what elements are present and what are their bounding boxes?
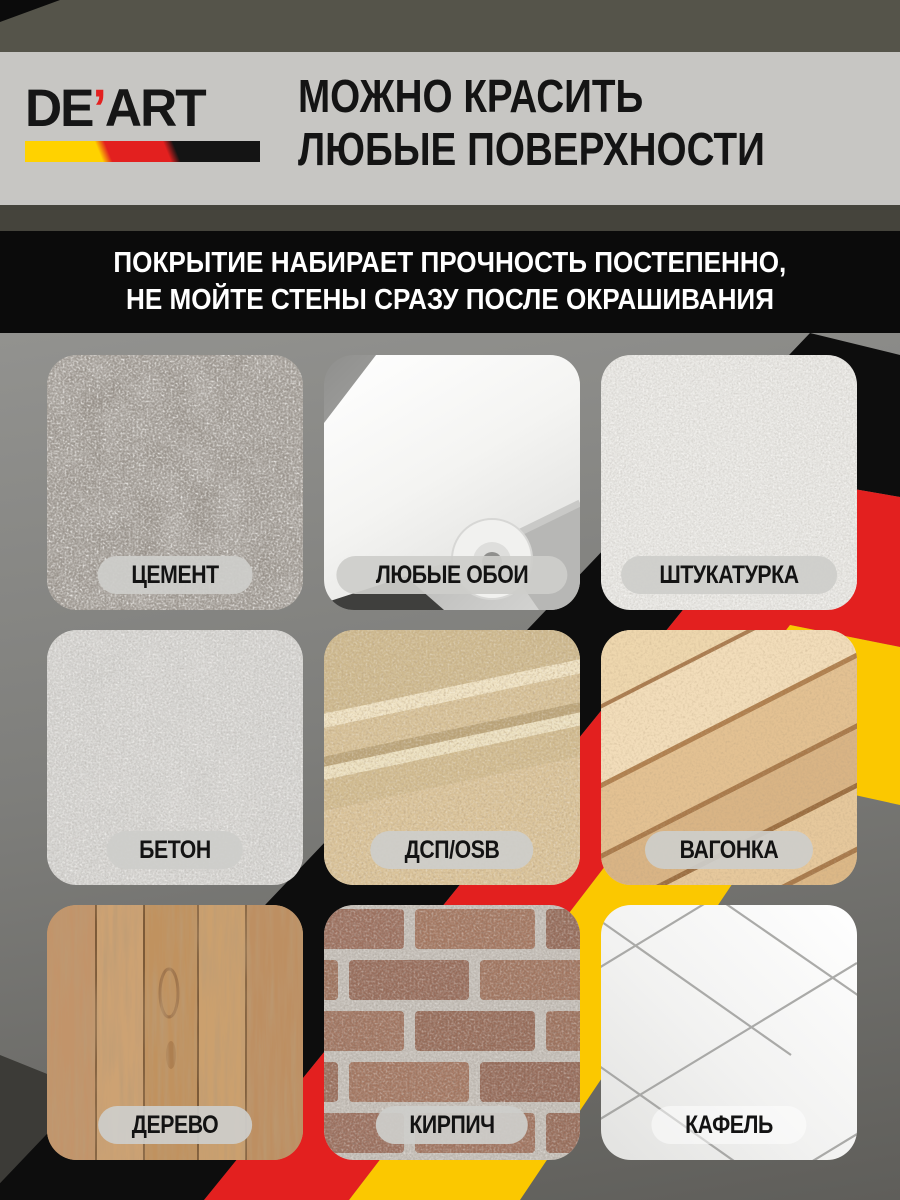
surface-label-pill bbox=[645, 831, 813, 869]
surface-label-pill bbox=[98, 1106, 252, 1144]
surface-label: КИРПИЧ bbox=[409, 1110, 495, 1139]
surface-label-pill bbox=[370, 831, 533, 869]
surface-label-pill bbox=[98, 556, 253, 594]
brand-apostrophe: ’ bbox=[92, 79, 105, 138]
brand-logo bbox=[25, 79, 263, 162]
surface-tile-concrete bbox=[47, 630, 303, 885]
surface-tile-chipboard bbox=[324, 630, 580, 885]
surface-tile-wood-planks bbox=[47, 905, 303, 1160]
surface-label-pill bbox=[336, 556, 567, 594]
brand-flag-bar bbox=[25, 141, 260, 162]
surface-label: ШТУКАТУРКА bbox=[659, 560, 799, 589]
surface-label: КАФЕЛЬ bbox=[685, 1110, 773, 1139]
surface-label: ВАГОНКА bbox=[679, 835, 779, 864]
surface-label: ДЕРЕВО bbox=[131, 1110, 219, 1139]
surface-tile-ceramic bbox=[601, 905, 857, 1160]
top-dark-strip bbox=[0, 0, 900, 52]
surface-tile-wallpaper bbox=[324, 355, 580, 610]
surface-label: БЕТОН bbox=[139, 835, 211, 864]
surface-label-pill bbox=[376, 1106, 528, 1144]
surface-label-pill bbox=[651, 1106, 806, 1144]
page-title-line1: МОЖНО КРАСИТЬ bbox=[298, 70, 644, 122]
surface-tile-plaster bbox=[601, 355, 857, 610]
brand-part2: ART bbox=[104, 79, 205, 138]
surface-label-pill bbox=[621, 556, 837, 594]
warning-banner bbox=[0, 231, 900, 333]
warning-banner-line2: НЕ МОЙТЕ СТЕНЫ СРАЗУ ПОСЛЕ ОКРАШИВАНИЯ bbox=[126, 284, 774, 316]
surface-label: ЛЮБЫЕ ОБОИ bbox=[375, 560, 529, 589]
mid-dark-strip bbox=[0, 205, 900, 231]
brand-part1: DE bbox=[25, 79, 93, 138]
surface-tile-cement bbox=[47, 355, 303, 610]
surface-label-pill bbox=[107, 831, 243, 869]
surface-tile-brick bbox=[324, 905, 580, 1160]
surface-tile-wood-lining bbox=[601, 630, 857, 885]
warning-banner-line1: ПОКРЫТИЕ НАБИРАЕТ ПРОЧНОСТЬ ПОСТЕПЕННО, bbox=[113, 247, 787, 279]
surface-label: ДСП/OSB bbox=[404, 835, 500, 864]
page-title bbox=[298, 70, 765, 176]
brand-logo-text bbox=[25, 79, 256, 138]
surface-label: ЦЕМЕНТ bbox=[131, 560, 219, 589]
page-title-line2: ЛЮБЫЕ ПОВЕРХНОСТИ bbox=[298, 123, 765, 175]
